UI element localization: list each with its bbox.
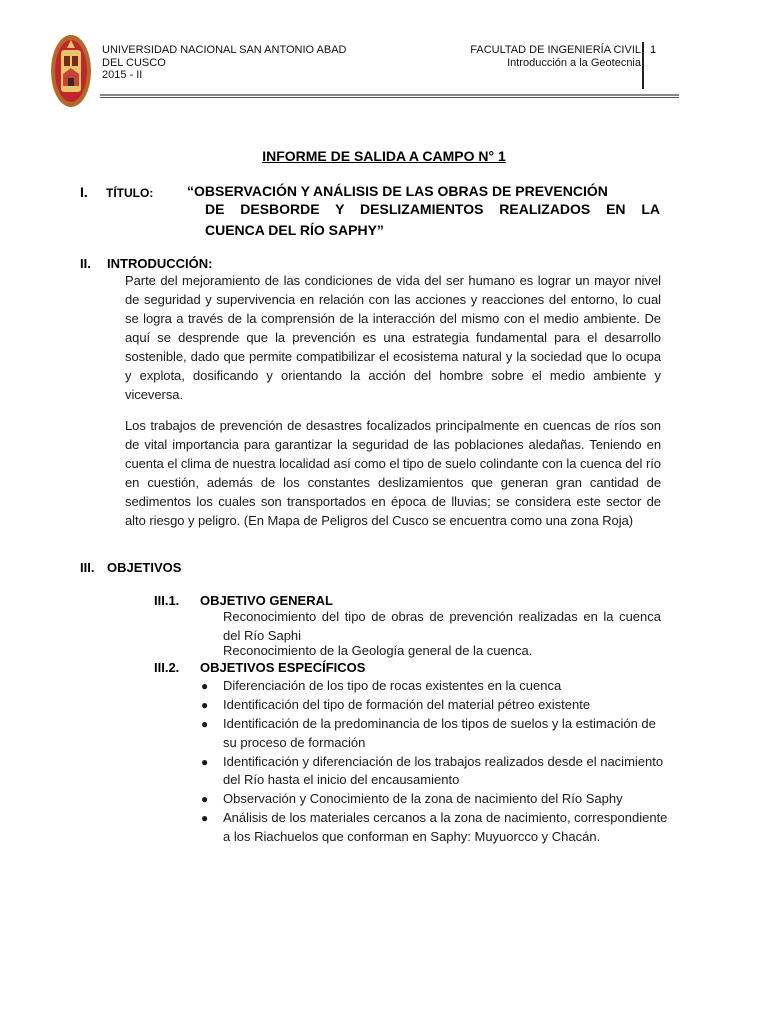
bullet-icon: ●: [201, 698, 209, 712]
bullet-icon: ●: [201, 679, 209, 693]
section-label-title: TÍTULO:: [106, 186, 154, 200]
report-title-text: INFORME DE SALIDA A CAMPO N° 1: [262, 148, 506, 164]
bullet-icon: ●: [201, 717, 209, 731]
header-university-block: [102, 44, 347, 82]
header-semester: 2015 - II: [102, 69, 143, 81]
header-faculty: FACULTAD DE INGENIERÍA CIVIL: [470, 44, 641, 56]
section-number-title: I.: [80, 184, 88, 200]
subsection-number-general: III.1.: [154, 593, 180, 608]
university-crest-logo: [50, 34, 92, 108]
header-course: Introducción a la Geotecnia: [507, 56, 641, 69]
section-number-introduction: II.: [80, 256, 91, 271]
list-item: [198, 809, 668, 846]
title-line-2: DE DESBORDE Y DESLIZAMIENTOS REALIZADOS EN LA: [205, 201, 660, 217]
bullet-icon: ●: [201, 792, 209, 806]
subsection-heading-general: OBJETIVO GENERAL: [200, 593, 333, 608]
general-objective-text-2: Reconocimiento de la Geología general de la cuenca.: [223, 643, 533, 658]
introduction-paragraph-2: Los trabajos de prevención de desastres focalizados principalmente en cuencas de ríos son de vital importancia para garantizar la seguridad de las poblaciones aledañas. Teniendo en cuenta el clima de nuestra localidad así como el tipo de suelo colindante con la cuenca del río en cuestión, además de los constantes deslizamientos que generan gran cantidad de sedimentos los cuales son transportados en época de lluvias; se considera este sector de alto riesgo y peligro. (En Mapa de Peligros del Cusco se encuentra como una zona Roja): [125, 418, 661, 528]
header-university-line1: UNIVERSIDAD NACIONAL SAN ANTONIO ABAD: [102, 44, 347, 56]
subsection-heading-specific: OBJETIVOS ESPECÍFICOS: [200, 660, 366, 675]
list-item-text: Diferenciación de los tipo de rocas existentes en la cuenca: [223, 678, 562, 693]
list-item-text: Análisis de los materiales cercanos a la zona de nacimiento, correspondiente a los Riachuelos que conforman en Saphy: Muyuorcco y Chacán.: [223, 810, 668, 844]
list-item: [198, 753, 668, 790]
general-objective-text-1: Reconocimiento del tipo de obras de prevención realizadas en la cuenca del Río Saphi: [223, 609, 661, 643]
title-line-3: CUENCA DEL RÍO SAPHY”: [205, 222, 384, 238]
list-item-text: Identificación y diferenciación de los trabajos realizados desde el nacimiento del Río hasta el inicio del encausamiento: [223, 753, 664, 787]
report-title: [0, 148, 768, 164]
subsection-number-specific: III.2.: [154, 660, 180, 675]
header-faculty-block: [470, 44, 641, 69]
header-university-line2: DEL CUSCO: [102, 56, 166, 69]
list-item: [198, 790, 668, 809]
list-item: [198, 715, 668, 752]
list-item-text: Identificación de la predominancia de los tipos de suelos y la estimación de su proceso de formación: [223, 716, 656, 750]
bullet-icon: ●: [201, 811, 209, 825]
section-number-objectives: III.: [80, 560, 95, 575]
header-rule: [100, 94, 679, 96]
list-item: [198, 677, 668, 696]
list-item: [198, 696, 668, 715]
title-line-1: “OBSERVACIÓN Y ANÁLISIS DE LAS OBRAS DE PREVENCIÓN: [187, 183, 608, 199]
section-heading-introduction: INTRODUCCIÓN:: [107, 256, 213, 271]
list-item-text: Identificación del tipo de formación del material pétreo existente: [223, 697, 591, 712]
bullet-icon: ●: [201, 754, 209, 769]
list-item-text: Observación y Conocimiento de la zona de nacimiento del Río Saphy: [223, 791, 623, 806]
header-rule-secondary: [100, 97, 679, 98]
section-heading-objectives: OBJETIVOS: [107, 560, 182, 575]
introduction-paragraph-1: Parte del mejoramiento de las condiciones de vida del ser humano es lograr un mayor nivel de seguridad y supervivencia en relación con las acciones y reacciones del entorno, lo cual se logra a través de la comprensión de la interacción del mismo con el medio ambiente. De aquí se desprende que la prevención es una estrategia fundamental para el desarrollo sostenible, dado que permite compatibilizar el ecosistema natural y la sociedad que lo ocupa y explota, dosificando y orientando la acción del hombre sobre el medio ambiente y viceversa.: [125, 273, 661, 402]
header-vertical-divider: [642, 42, 644, 89]
specific-objectives-list: [198, 677, 668, 847]
page-number: 1: [650, 44, 657, 56]
